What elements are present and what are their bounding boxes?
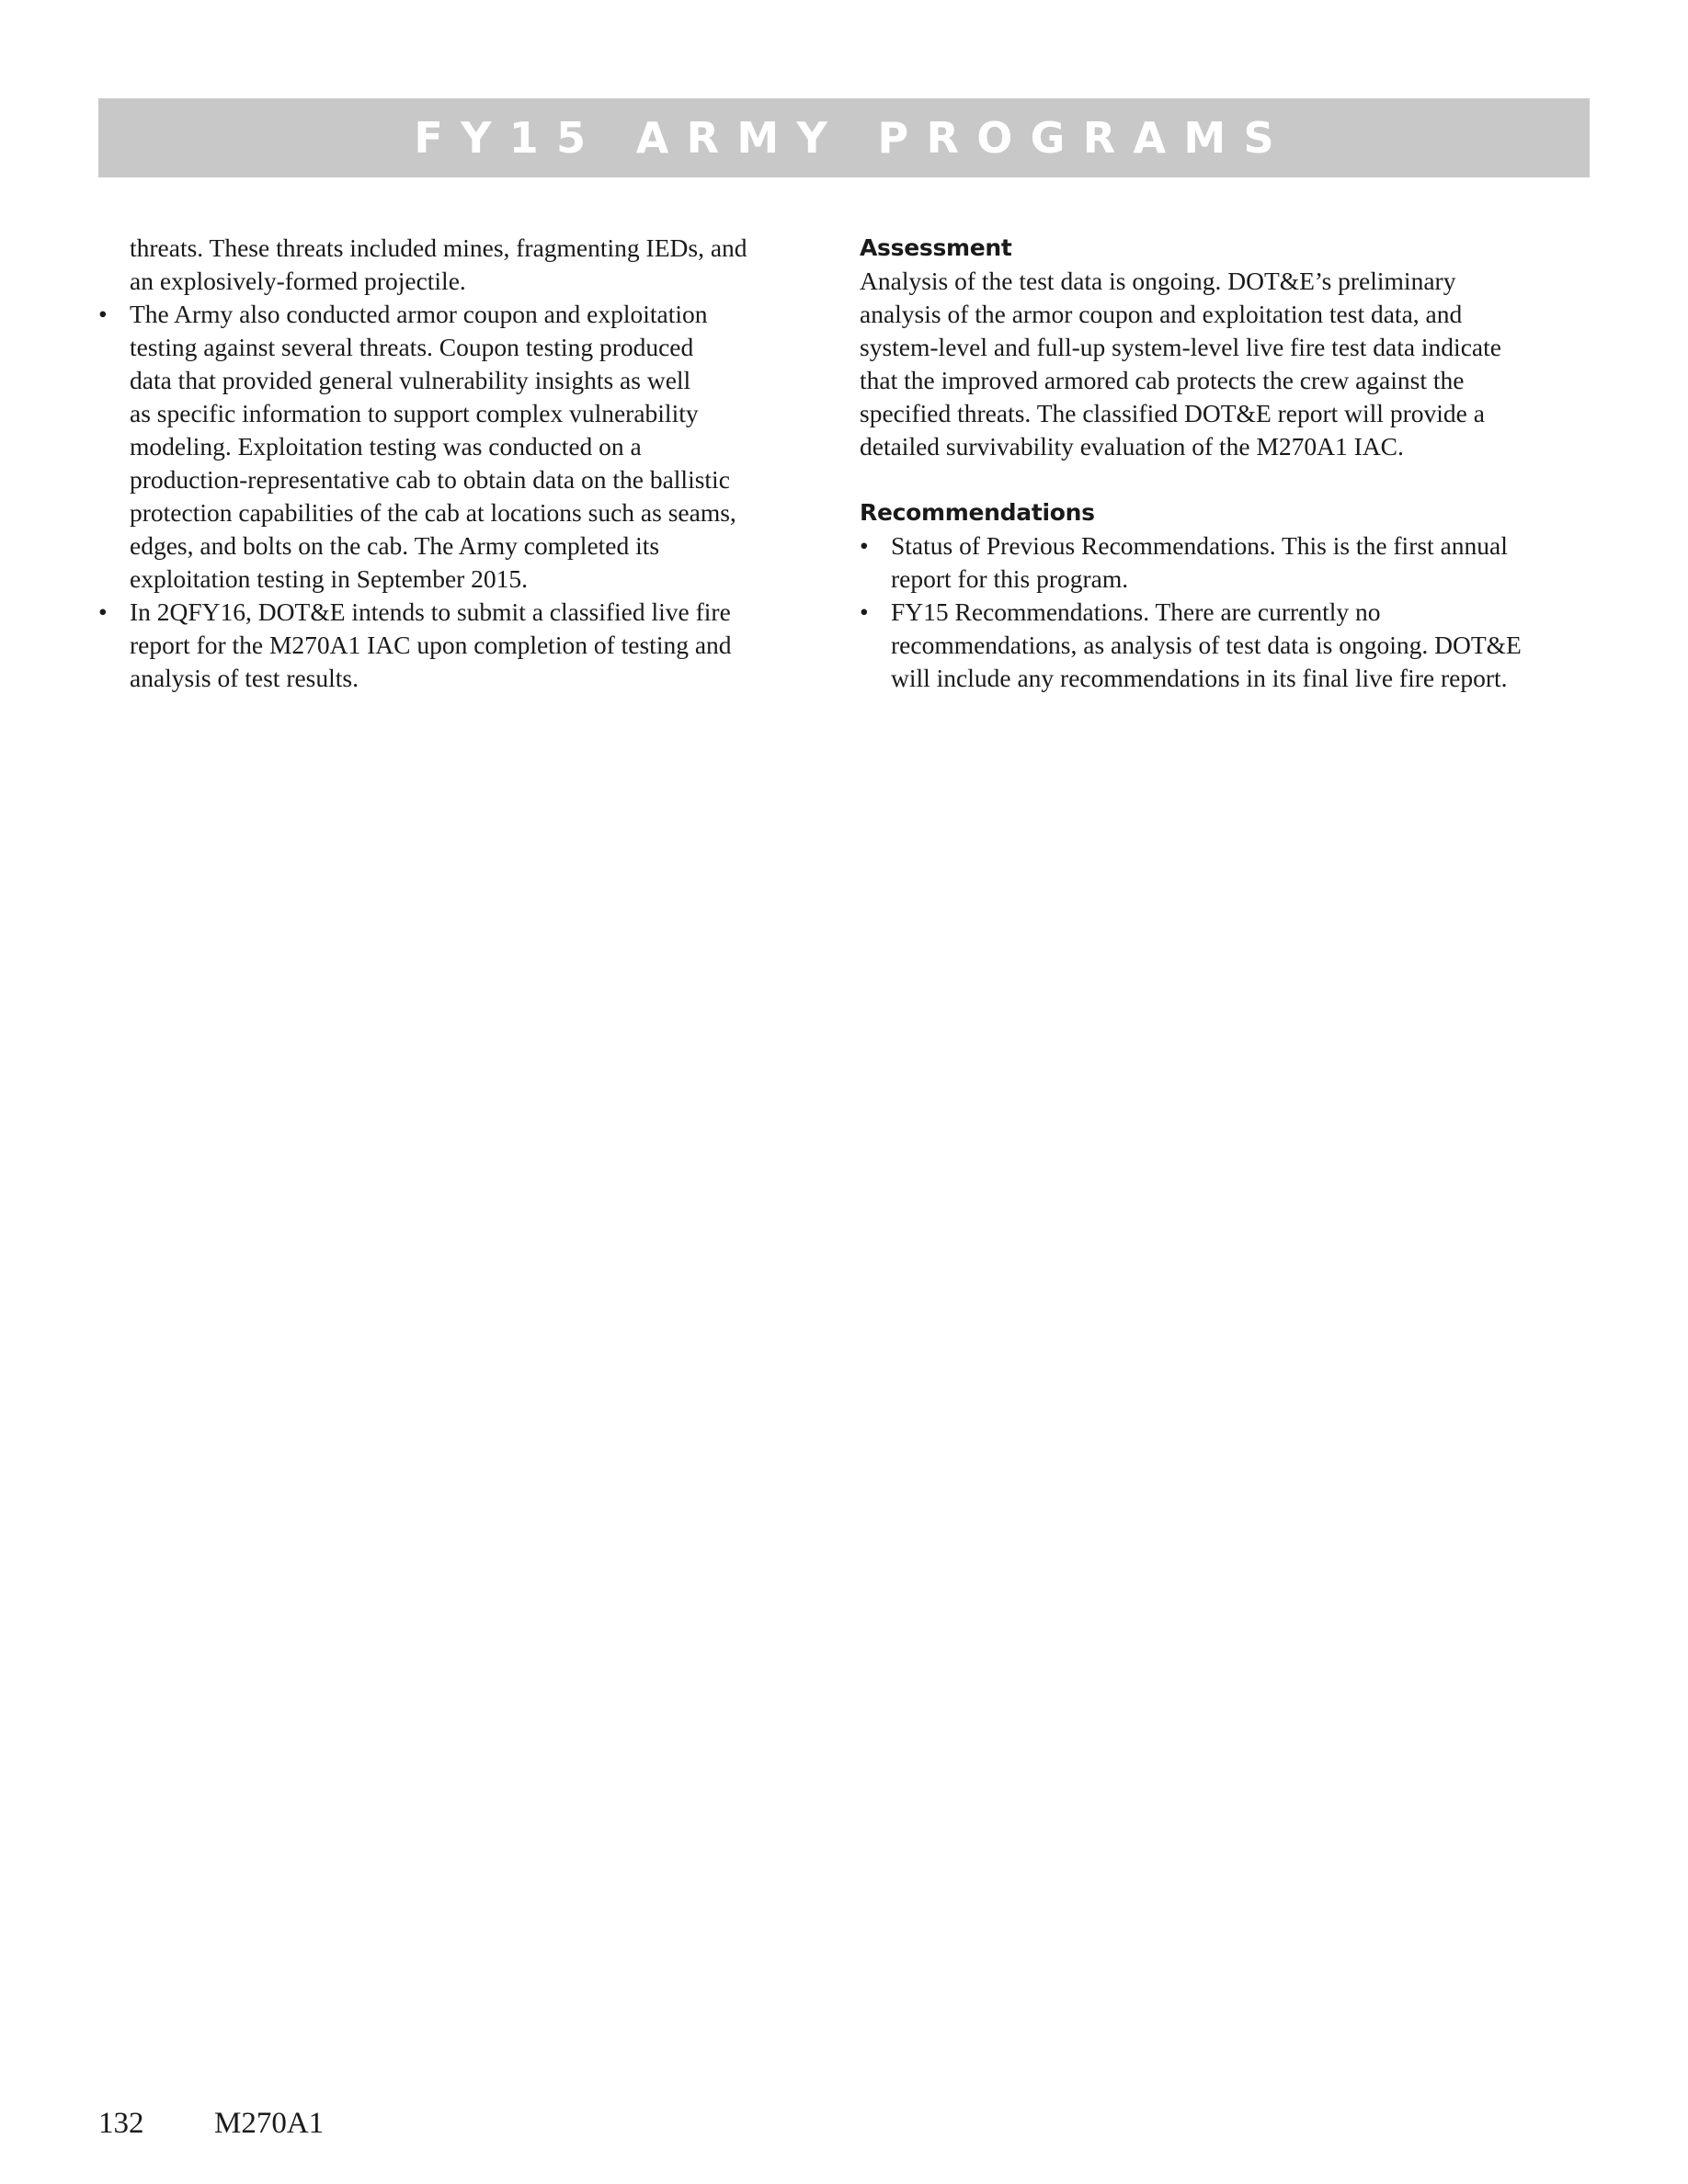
bullet-item bbox=[860, 529, 1595, 596]
bullet-line: as specific information to support complex vulnerability bbox=[130, 399, 699, 427]
left-column bbox=[98, 232, 825, 695]
section-banner bbox=[98, 98, 1590, 177]
bullet-item bbox=[98, 596, 825, 695]
paragraph-line: analysis of the armor coupon and exploitation test data, and bbox=[860, 300, 1463, 328]
bullet-marker: • bbox=[98, 300, 108, 328]
recommendations-section bbox=[860, 496, 1595, 695]
paragraph-line: that the improved armored cab protects the crew against the bbox=[860, 366, 1465, 394]
paragraph-line: Analysis of the test data is ongoing. DOT&E’s preliminary bbox=[860, 267, 1456, 295]
bullet-line: testing against several threats. Coupon testing produced bbox=[130, 333, 694, 361]
page-footer bbox=[98, 2105, 324, 2142]
bullet-marker: • bbox=[860, 597, 869, 626]
page-number: 132 bbox=[98, 2107, 144, 2140]
bullet-line: recommendations, as analysis of test data is ongoing. DOT&E bbox=[891, 631, 1522, 659]
bullet-line: The Army also conducted armor coupon and exploitation bbox=[130, 300, 708, 328]
bullet-line: will include any recommendations in its final live fire report. bbox=[891, 664, 1508, 692]
bullet-line: Status of Previous Recommendations. This is the first annual bbox=[891, 531, 1508, 560]
bullet-line: data that provided general vulnerability insights as well bbox=[130, 366, 691, 394]
banner-title: FY15 ARMY PROGRAMS bbox=[414, 113, 1292, 163]
bullet-marker: • bbox=[98, 597, 108, 626]
paragraph-line: threats. These threats included mines, fragmenting IEDs, and bbox=[130, 233, 747, 262]
bullet-line: production-representative cab to obtain data on the ballistic bbox=[130, 465, 730, 494]
recommendations-heading: Recommendations bbox=[860, 499, 1095, 526]
bullet-marker: • bbox=[860, 531, 869, 560]
bullet-line: exploitation testing in September 2015. bbox=[130, 564, 529, 593]
bullet-item bbox=[860, 596, 1595, 695]
bullet-line: report for the M270A1 IAC upon completion of testing and bbox=[130, 631, 732, 659]
bullet-line: report for this program. bbox=[891, 564, 1129, 593]
assessment-section bbox=[860, 232, 1595, 463]
paragraph-line: specified threats. The classified DOT&E report will provide a bbox=[860, 399, 1485, 427]
bullet-line: protection capabilities of the cab at locations such as seams, bbox=[130, 498, 736, 527]
right-column bbox=[860, 232, 1595, 695]
assessment-heading: Assessment bbox=[860, 234, 1012, 261]
paragraph-line: detailed survivability evaluation of the M270A1 IAC. bbox=[860, 432, 1404, 461]
paragraph-line: an explosively-formed projectile. bbox=[130, 267, 466, 295]
bullet-line: analysis of test results. bbox=[130, 664, 359, 692]
footer-section-name: M270A1 bbox=[214, 2107, 325, 2140]
bullet-line: modeling. Exploitation testing was conducted on a bbox=[130, 432, 642, 461]
bullet-line: edges, and bolts on the cab. The Army completed its bbox=[130, 531, 660, 560]
bullet-line: FY15 Recommendations. There are currently no bbox=[891, 597, 1381, 626]
paragraph-line: system-level and full-up system-level live fire test data indicate bbox=[860, 333, 1501, 361]
bullet-item bbox=[98, 298, 825, 596]
bullet-line: In 2QFY16, DOT&E intends to submit a classified live fire bbox=[130, 597, 731, 626]
